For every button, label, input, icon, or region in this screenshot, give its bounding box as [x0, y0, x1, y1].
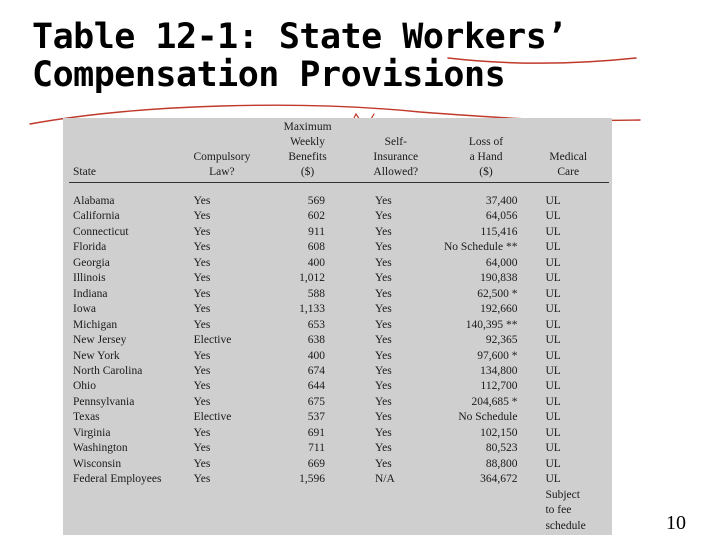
cell-max-weekly: 644 [307, 380, 325, 393]
compensation-table [69, 120, 609, 534]
cell-medical-care: UL [545, 195, 561, 207]
cell-self-insurance: Yes [374, 442, 392, 455]
cell-state: Washington [73, 442, 128, 455]
cell-compulsory: Yes [193, 210, 211, 223]
cell-max-weekly: 711 [308, 442, 325, 455]
cell-max-weekly: 653 [307, 318, 325, 331]
cell-self-insurance: Yes [374, 225, 392, 238]
cell-medical-care: UL [545, 442, 561, 455]
cell-max-weekly: 675 [307, 395, 325, 408]
cell-medical-care: UL [545, 272, 561, 285]
cell-self-insurance: Yes [374, 349, 392, 362]
cell-loss-of-hand: No Schedule [458, 411, 518, 424]
cell-loss-of-hand: 190,838 [480, 272, 518, 285]
cell-compulsory: Yes [193, 195, 211, 207]
cell-state: Wisconsin [73, 457, 122, 470]
table-body [69, 183, 609, 534]
cell-max-weekly: 400 [307, 256, 325, 269]
table-row [69, 410, 609, 425]
medical-care-note: Subject to fee schedule [545, 488, 586, 532]
cell-medical-care: UL [545, 287, 561, 300]
cell-compulsory: Yes [193, 426, 211, 439]
table-row [69, 318, 609, 333]
cell-medical-care: UL [545, 349, 561, 362]
cell-max-weekly: 1,012 [299, 272, 325, 285]
cell-self-insurance: Yes [374, 364, 392, 377]
cell-max-weekly: 608 [307, 241, 325, 254]
cell-loss-of-hand: 37,400 [485, 195, 518, 207]
cell-state: North Carolina [73, 364, 143, 377]
cell-medical-care: UL [545, 225, 561, 238]
table-row-medical-note [69, 488, 609, 534]
slide-title [32, 18, 567, 94]
cell-max-weekly: 1,596 [299, 473, 325, 486]
slide-title-line-1: Table 12-1: State Workers’ [32, 17, 567, 57]
cell-compulsory: Yes [193, 318, 211, 331]
table-row [69, 333, 609, 348]
cell-state: Florida [73, 241, 107, 254]
cell-state: New York [73, 349, 120, 362]
cell-state: Federal Employees [73, 473, 162, 486]
cell-medical-care: UL [545, 426, 561, 439]
cell-loss-of-hand: 192,660 [480, 303, 518, 316]
empty-cell [441, 488, 530, 534]
cell-compulsory: Yes [193, 364, 211, 377]
cell-medical-care: UL [545, 395, 561, 408]
cell-medical-care: UL [545, 241, 561, 254]
header-medical-care: Medical Care [529, 120, 609, 183]
cell-self-insurance: Yes [374, 380, 392, 393]
cell-self-insurance: Yes [374, 256, 392, 269]
cell-state: Illinois [73, 272, 106, 285]
cell-self-insurance: Yes [374, 287, 392, 300]
cell-compulsory: Yes [193, 473, 211, 486]
cell-medical-care: UL [545, 457, 561, 470]
cell-compulsory: Yes [193, 241, 211, 254]
empty-cell [264, 488, 351, 534]
cell-state: Ohio [73, 380, 96, 393]
table-row [69, 240, 609, 255]
table-row [69, 271, 609, 286]
cell-medical-care: UL [545, 318, 561, 331]
empty-cell [69, 488, 180, 534]
cell-medical-care: UL [545, 303, 561, 316]
cell-self-insurance: Yes [374, 272, 392, 285]
cell-compulsory: Yes [193, 457, 211, 470]
cell-state: New Jersey [73, 334, 127, 347]
cell-loss-of-hand: 102,150 [480, 426, 518, 439]
cell-self-insurance: Yes [374, 303, 392, 316]
cell-state: Michigan [73, 318, 118, 331]
compensation-table-image [63, 118, 612, 535]
cell-loss-of-hand: 88,800 [485, 457, 518, 470]
table-row [69, 426, 609, 441]
cell-max-weekly: 400 [307, 349, 325, 362]
cell-medical-care: UL [545, 380, 561, 393]
cell-state: Iowa [73, 303, 96, 316]
slide-title-line-2: Compensation Provisions [32, 55, 506, 95]
cell-compulsory: Elective [193, 334, 232, 347]
empty-cell [351, 488, 441, 534]
cell-loss-of-hand: 64,000 [485, 256, 518, 269]
cell-state: Alabama [73, 195, 115, 207]
cell-compulsory: Yes [193, 380, 211, 393]
cell-loss-of-hand: 62,500 * [477, 287, 518, 300]
header-max-weekly-benefits: Maximum Weekly Benefits ($) [264, 120, 351, 183]
cell-compulsory: Elective [193, 411, 232, 424]
cell-compulsory: Yes [193, 303, 211, 316]
table-row [69, 472, 609, 487]
cell-loss-of-hand: 204,685 * [471, 395, 518, 408]
cell-compulsory: Yes [193, 225, 211, 238]
cell-loss-of-hand: 80,523 [485, 442, 518, 455]
cell-max-weekly: 669 [307, 457, 325, 470]
cell-max-weekly: 638 [307, 334, 325, 347]
cell-max-weekly: 674 [307, 364, 325, 377]
header-state: State [69, 120, 180, 183]
table-row [69, 256, 609, 271]
cell-loss-of-hand: 92,365 [485, 334, 518, 347]
cell-max-weekly: 569 [307, 195, 325, 207]
table-row [69, 379, 609, 394]
cell-loss-of-hand: 134,800 [480, 364, 518, 377]
cell-compulsory: Yes [193, 349, 211, 362]
cell-max-weekly: 691 [307, 426, 325, 439]
table-row [69, 183, 609, 210]
cell-self-insurance: Yes [374, 457, 392, 470]
table-row [69, 209, 609, 224]
table-row [69, 349, 609, 364]
table-row [69, 395, 609, 410]
cell-loss-of-hand: 64,056 [485, 210, 518, 223]
cell-state: California [73, 210, 120, 223]
cell-max-weekly: 537 [307, 411, 325, 424]
table-row [69, 364, 609, 379]
cell-loss-of-hand: 112,700 [480, 380, 518, 393]
cell-compulsory: Yes [193, 442, 211, 455]
cell-state: Texas [73, 411, 100, 424]
table-row [69, 441, 609, 456]
cell-loss-of-hand: 115,416 [480, 225, 518, 238]
cell-self-insurance: N/A [374, 473, 395, 486]
cell-max-weekly: 602 [307, 210, 325, 223]
cell-loss-of-hand: 97,600 * [477, 349, 518, 362]
cell-medical-care: UL [545, 334, 561, 347]
cell-compulsory: Yes [193, 272, 211, 285]
cell-compulsory: Yes [193, 395, 211, 408]
header-compulsory-law: Compulsory Law? [180, 120, 265, 183]
table-row [69, 457, 609, 472]
cell-self-insurance: Yes [374, 395, 392, 408]
cell-state: Georgia [73, 256, 110, 269]
cell-state: Virginia [73, 426, 111, 439]
page-number: 10 [666, 512, 686, 534]
header-self-insurance: Self- Insurance Allowed? [351, 120, 441, 183]
empty-cell [180, 488, 265, 534]
cell-medical-care: UL [545, 210, 561, 223]
cell-state: Connecticut [73, 225, 129, 238]
cell-max-weekly: 588 [307, 287, 325, 300]
cell-medical-care: UL [545, 364, 561, 377]
table-header-row [69, 120, 609, 183]
cell-max-weekly: 1,133 [299, 303, 325, 316]
cell-medical-care: UL [545, 473, 561, 486]
cell-self-insurance: Yes [374, 210, 392, 223]
cell-loss-of-hand: 140,395 ** [465, 318, 518, 331]
table-row [69, 225, 609, 240]
cell-loss-of-hand: No Schedule ** [443, 241, 518, 254]
cell-self-insurance: Yes [374, 411, 392, 424]
table-row [69, 287, 609, 302]
cell-self-insurance: Yes [374, 195, 392, 207]
cell-state: Indiana [73, 287, 108, 300]
cell-self-insurance: Yes [374, 334, 392, 347]
cell-self-insurance: Yes [374, 241, 392, 254]
cell-medical-care: UL [545, 411, 561, 424]
header-loss-of-hand: Loss of a Hand ($) [441, 120, 530, 183]
table-row [69, 302, 609, 317]
cell-self-insurance: Yes [374, 318, 392, 331]
cell-compulsory: Yes [193, 256, 211, 269]
cell-medical-care: UL [545, 256, 561, 269]
cell-loss-of-hand: 364,672 [480, 473, 518, 486]
cell-self-insurance: Yes [374, 426, 392, 439]
cell-state: Pennsylvania [73, 395, 135, 408]
cell-compulsory: Yes [193, 287, 211, 300]
cell-max-weekly: 911 [308, 225, 325, 238]
